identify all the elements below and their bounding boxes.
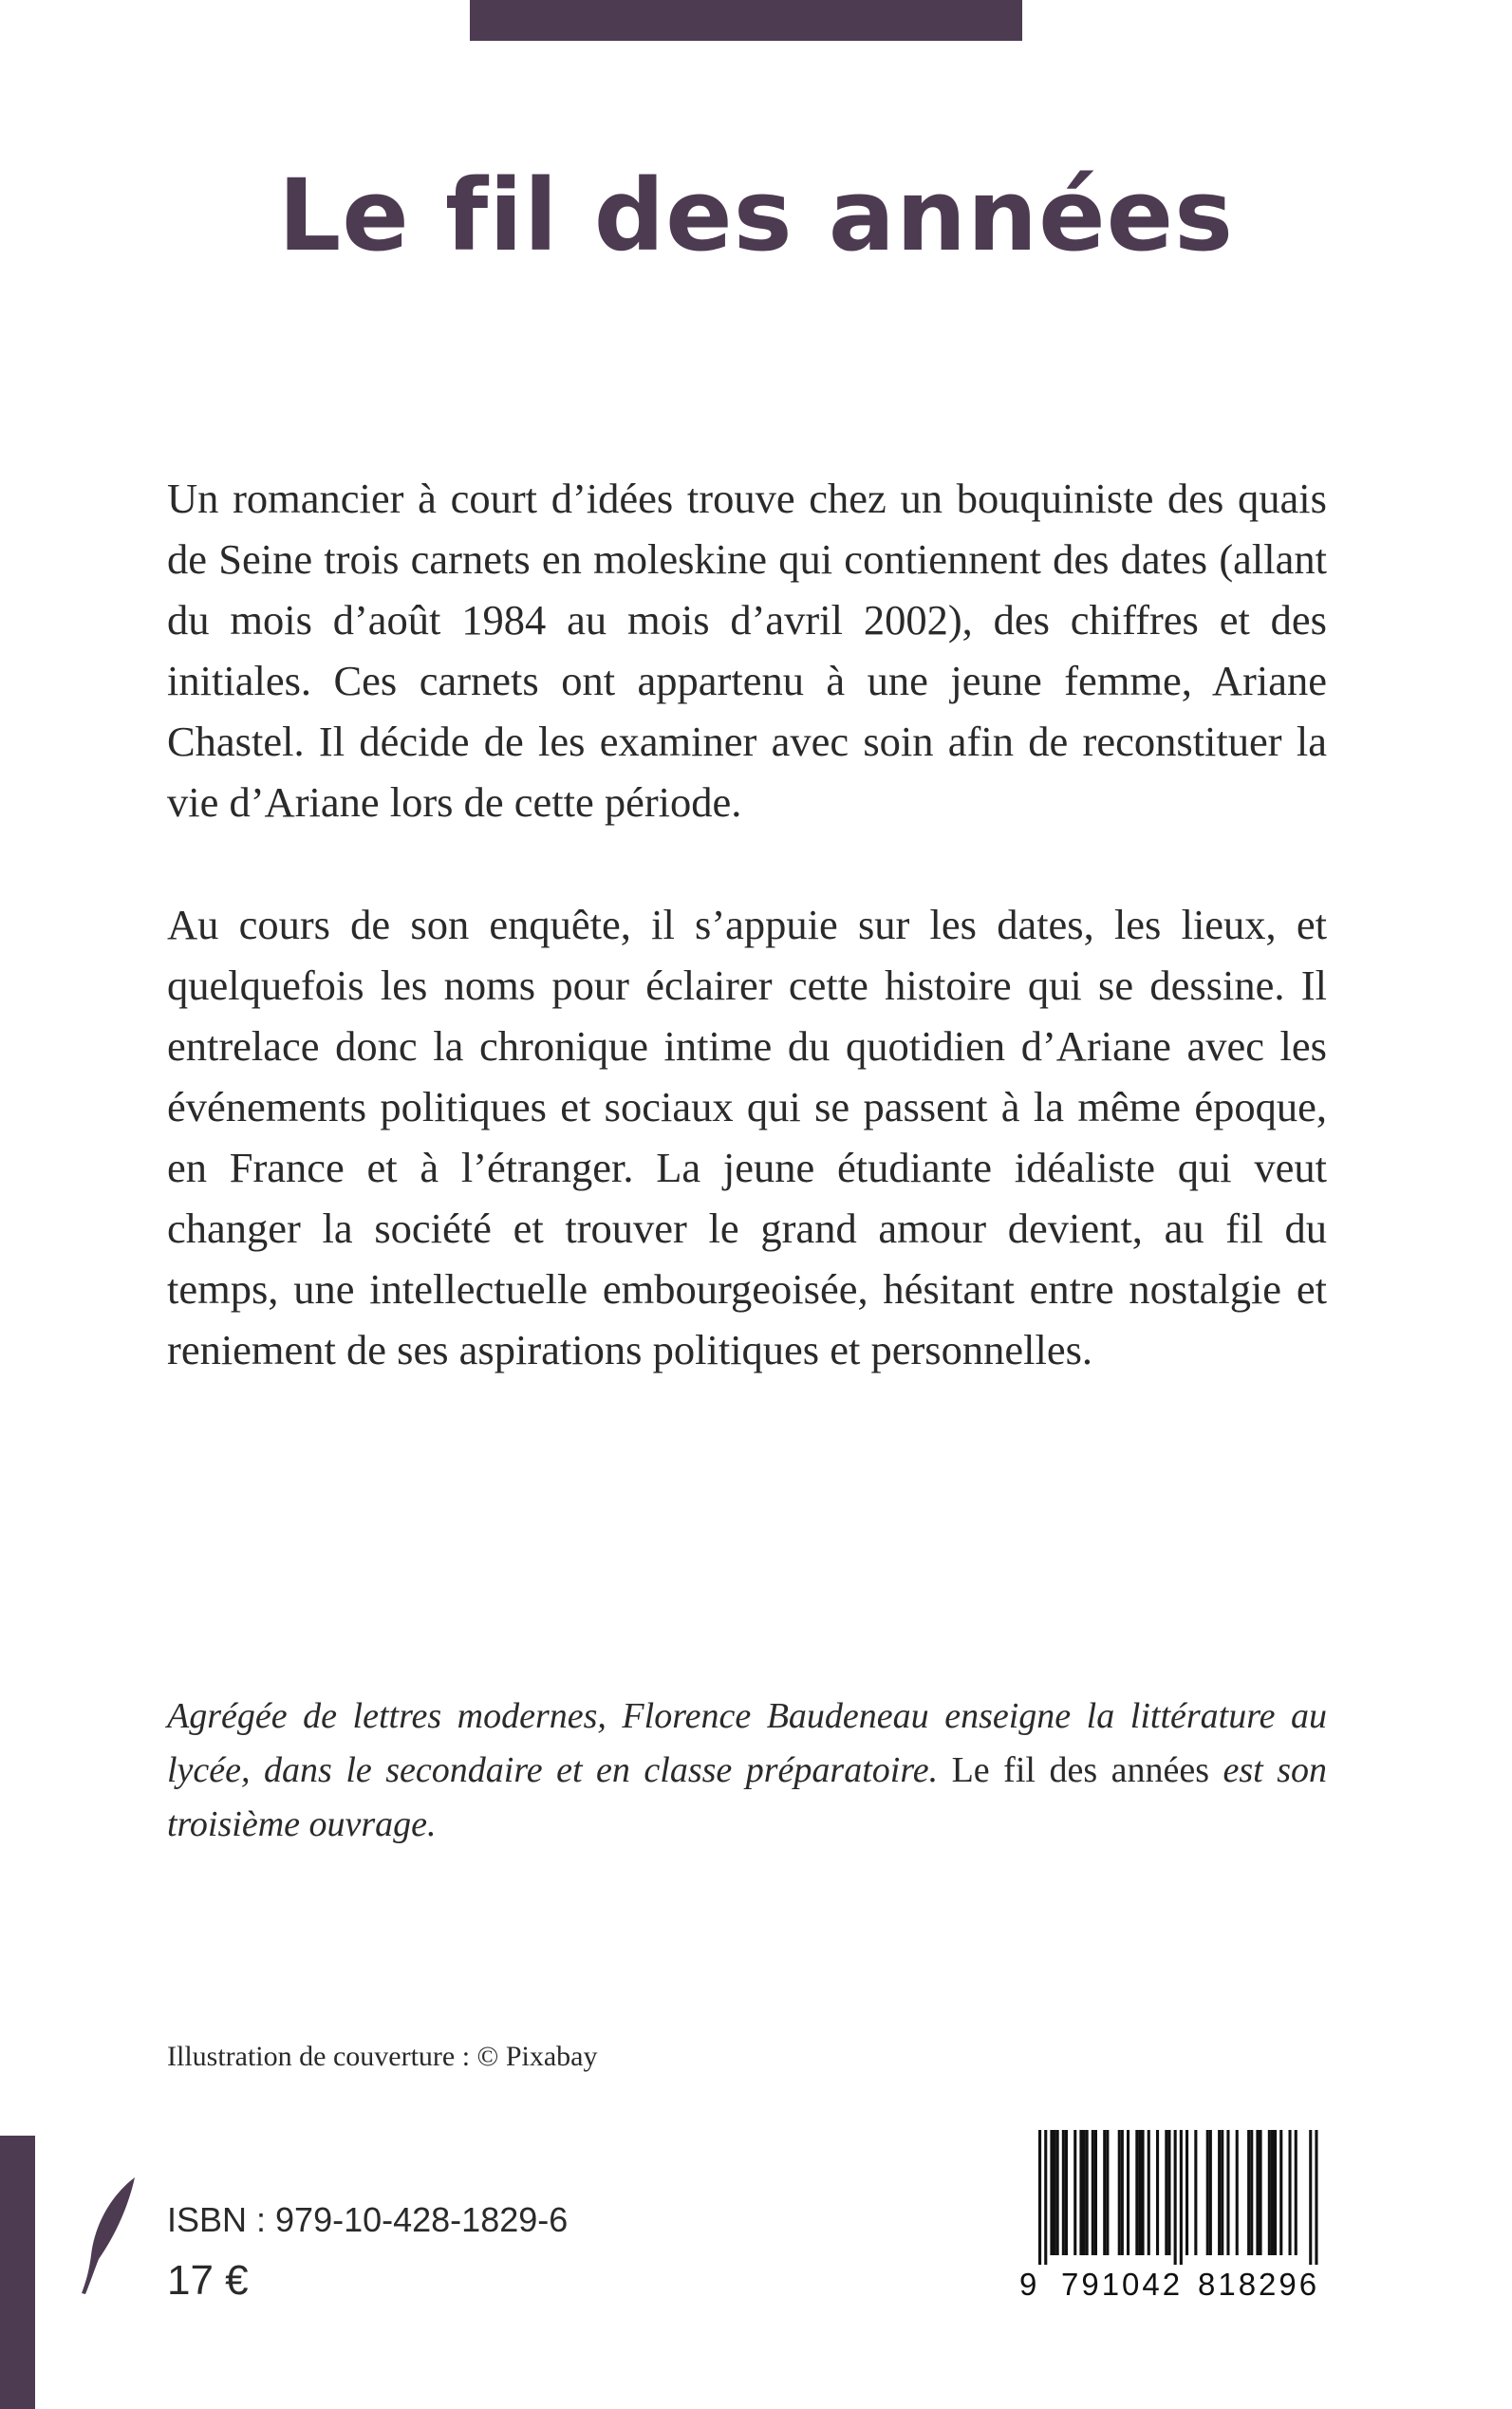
- barcode-bar: [1309, 2130, 1312, 2265]
- barcode-bar: [1073, 2130, 1076, 2255]
- barcode-bar: [1038, 2130, 1041, 2265]
- barcode-bar: [1256, 2130, 1259, 2255]
- barcode-left-group: 791042: [1061, 2267, 1184, 2302]
- feather-quill-icon: [76, 2174, 140, 2297]
- barcode-bar: [1156, 2130, 1159, 2255]
- barcode-bar: [1206, 2130, 1209, 2255]
- barcode-bar: [1271, 2130, 1274, 2255]
- barcode-bar: [1274, 2130, 1277, 2255]
- barcode-bar: [1056, 2130, 1059, 2255]
- barcode-bar: [1174, 2130, 1177, 2265]
- author-bio-text: Agrégée de lettres modernes, Florence Baudeneau enseigne la littérature au lycée, dans le secondaire et en classe préparatoire.: [167, 1696, 1327, 1790]
- barcode-bars: [1012, 2122, 1342, 2265]
- barcode-bar: [1121, 2130, 1124, 2255]
- barcode-bar: [1065, 2130, 1068, 2255]
- barcode-bar: [1295, 2130, 1297, 2255]
- barcode-bar: [1167, 2130, 1170, 2255]
- barcode-bar: [1218, 2130, 1221, 2255]
- barcode-bar: [1185, 2130, 1188, 2255]
- barcode-bar: [1247, 2130, 1250, 2255]
- book-title: Le fil des années: [277, 158, 1235, 273]
- barcode-bar: [1086, 2130, 1089, 2255]
- price: 17 €: [167, 2257, 249, 2304]
- barcode-bar: [1050, 2130, 1053, 2255]
- barcode-bar: [1194, 2130, 1197, 2255]
- barcode-bar: [1142, 2130, 1145, 2255]
- synopsis-paragraph-2: Au cours de son enquête, il s’appuie sur les dates, les lieux, et quelquefois les noms pour éclairer cette histoire qui se dessine. Il entrelace donc la chronique intime du quotidien d’Ariane avec les événements politiques et sociaux qui se passent à la même époque, en France et à l’étranger. La jeune étudiante idéaliste qui veut changer la société et trouver le grand amour devient, au fil du temps, une intellectuelle embourgeoisée, hésitant entre nostalgie et reniement de ses aspirations politiques et personnelles.: [167, 901, 1327, 1373]
- barcode-bar: [1127, 2130, 1129, 2255]
- barcode-bar: [1054, 2130, 1056, 2255]
- author-bio-text-end: est son troisième ouvrage.: [167, 1750, 1328, 1844]
- barcode-bar: [1103, 2130, 1106, 2255]
- left-accent-band: [0, 2136, 35, 2409]
- isbn-barcode: [1012, 2122, 1342, 2312]
- barcode-bar: [1279, 2130, 1282, 2255]
- barcode-bar: [1315, 2130, 1317, 2265]
- barcode-bar: [1079, 2130, 1082, 2255]
- barcode-bar: [1165, 2130, 1167, 2255]
- barcode-bar: [1092, 2130, 1094, 2255]
- author-bio-book-title: Le fil des années: [951, 1750, 1210, 1790]
- isbn: ISBN : 979-10-428-1829-6: [167, 2200, 569, 2239]
- barcode-bar: [1062, 2130, 1065, 2255]
- cover-illustration-credit: Illustration de couverture : © Pixabay: [167, 2041, 598, 2072]
- barcode-bar: [1148, 2130, 1150, 2255]
- barcode-bar: [1260, 2130, 1262, 2255]
- barcode-bar: [1289, 2130, 1292, 2255]
- barcode-bar: [1209, 2130, 1212, 2255]
- barcode-bar: [1044, 2130, 1047, 2265]
- barcode-bar: [1106, 2130, 1109, 2255]
- barcode-bar: [1221, 2130, 1223, 2255]
- barcode-bar: [1083, 2130, 1086, 2255]
- barcode-bar: [1250, 2130, 1253, 2255]
- barcode-first-digit: 9: [1019, 2267, 1038, 2302]
- barcode-bar: [1226, 2130, 1229, 2255]
- barcode-right-group: 818296: [1198, 2267, 1320, 2302]
- top-accent-band: [470, 0, 1022, 41]
- synopsis-paragraph-1: Un romancier à court d’idées trouve chez un bouquiniste des quais de Seine trois carnets en moleskine qui contiennent des dates (allant du mois d’août 1984 au mois d’avril 2002), des chiffres et des initiales. Ces carnets ont appartenu à une jeune femme, Ariane Chastel. Il décide de les examiner avec soin afin de reconstituer la vie d’Ariane lors de cette période.: [167, 475, 1327, 826]
- barcode-bar: [1135, 2130, 1138, 2255]
- barcode-bar: [1118, 2130, 1121, 2255]
- barcode-bar: [1094, 2130, 1097, 2255]
- barcode-bar: [1268, 2130, 1271, 2255]
- barcode-bar: [1138, 2130, 1141, 2255]
- barcode-bar: [1180, 2130, 1183, 2265]
- author-bio: [167, 1690, 1327, 1852]
- barcode-bar: [1236, 2130, 1239, 2255]
